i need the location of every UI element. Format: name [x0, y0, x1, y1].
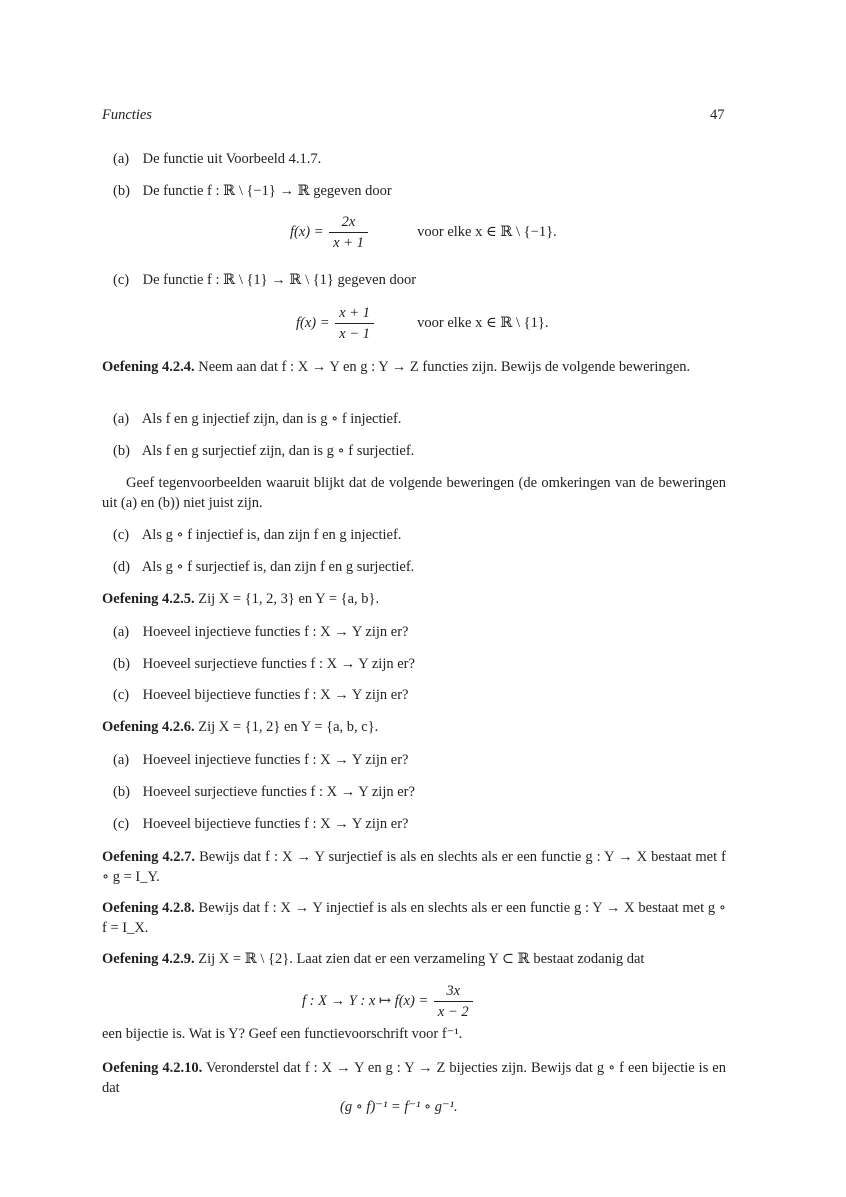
list-item [113, 271, 416, 289]
item-label: (b) [113, 443, 130, 459]
list-item [113, 442, 414, 460]
exercise-4-2-8 [102, 898, 726, 938]
exercise-title: Oefening 4.2.4. [102, 359, 195, 375]
numerator: 2x [329, 213, 368, 233]
item-text: Hoeveel injectieve functies f : X → Y zijn er? [142, 624, 409, 640]
formula-condition: voor elke x ∈ ℝ \ {1}. [417, 314, 549, 331]
item-label: (d) [113, 559, 130, 575]
item-label: (a) [113, 411, 130, 427]
list-item [113, 526, 401, 544]
display-formula [290, 213, 557, 252]
formula-lhs: f(x) = [290, 223, 324, 240]
item-label: (a) [113, 752, 130, 768]
exercise-text: Neem aan dat f : X → Y en g : Y → Z functies zijn. Bewijs de volgende beweringen. [198, 359, 691, 375]
list-item [113, 150, 321, 168]
list-item [113, 410, 401, 428]
exercise-4-2-5-intro [102, 590, 379, 608]
exercise-4-2-6-intro [102, 718, 378, 736]
exercise-title: Oefening 4.2.6. [102, 719, 195, 735]
display-formula [302, 982, 475, 1021]
item-text: De functie f : ℝ \ {1} → ℝ \ {1} gegeven door [142, 272, 417, 288]
denominator: x + 1 [333, 235, 364, 251]
item-label: (a) [113, 151, 130, 167]
item-text: Als f en g surjectief zijn, dan is g ∘ f surjectief. [141, 443, 415, 459]
denominator: x − 2 [437, 1004, 469, 1020]
running-header: Functies [102, 107, 152, 123]
display-formula: (g ∘ f)⁻¹ = f⁻¹ ∘ g⁻¹. [340, 1099, 458, 1115]
item-label: (b) [113, 656, 130, 672]
formula-lhs: f : X → Y : x ↦ f(x) = [302, 992, 429, 1009]
exercise-text: Bewijs dat f : X → Y injectief is als en slechts als er een functie g : Y → X bestaat met g ∘ f = I_X. [102, 900, 727, 936]
item-label: (b) [113, 183, 130, 199]
item-text: De functie uit Voorbeeld 4.1.7. [142, 151, 322, 167]
item-text: Als g ∘ f injectief is, dan zijn f en g injectief. [141, 527, 402, 543]
exercise-4-2-9 [102, 949, 726, 969]
exercise-title: Oefening 4.2.5. [102, 591, 195, 607]
fraction [434, 982, 473, 1021]
item-text: Hoeveel surjectieve functies f : X → Y zijn er? [142, 656, 415, 672]
list-item [113, 558, 414, 576]
list-item [113, 623, 408, 641]
list-item [113, 655, 415, 673]
item-label: (c) [113, 816, 130, 832]
list-item [113, 686, 408, 704]
numerator: x + 1 [335, 304, 374, 324]
denominator: x − 1 [339, 326, 370, 342]
item-text: Hoeveel injectieve functies f : X → Y zijn er? [142, 752, 409, 768]
exercise-4-2-10 [102, 1058, 726, 1098]
exercise-4-2-9-after: een bijectie is. Wat is Y? Geef een functievoorschrift voor f⁻¹. [102, 1026, 463, 1042]
item-text: Hoeveel bijectieve functies f : X → Y zijn er? [142, 687, 409, 703]
page-number: 47 [710, 107, 725, 123]
item-text: Hoeveel surjectieve functies f : X → Y zijn er? [142, 784, 415, 800]
item-label: (c) [113, 527, 130, 543]
item-text: Als f en g injectief zijn, dan is g ∘ f injectief. [141, 411, 402, 427]
exercise-title: Oefening 4.2.7. [102, 849, 196, 865]
exercise-text: Veronderstel dat f : X → Y en g : Y → Z bijecties zijn. Bewijs dat g ∘ f een bijectie is en dat [102, 1060, 726, 1096]
exercise-title: Oefening 4.2.10. [102, 1060, 203, 1076]
item-text: De functie f : ℝ \ {−1} → ℝ gegeven door [142, 183, 392, 199]
exercise-4-2-4-middle: Geef tegenvoorbeelden waaruit blijkt dat de volgende beweringen (de omkeringen van de beweringen uit (a) en (b)) niet juist zijn. [102, 475, 726, 511]
numerator: 3x [434, 982, 473, 1002]
display-formula [296, 304, 548, 343]
list-item [113, 751, 408, 769]
list-item [113, 783, 415, 801]
exercise-text: Zij X = {1, 2} en Y = {a, b, c}. [198, 719, 379, 735]
fraction [335, 304, 374, 343]
item-text: Hoeveel bijectieve functies f : X → Y zijn er? [142, 816, 409, 832]
exercise-text: Zij X = ℝ \ {2}. Laat zien dat er een verzameling Y ⊂ ℝ bestaat zodanig dat [198, 951, 645, 967]
exercise-4-2-7 [102, 847, 726, 887]
fraction [329, 213, 368, 252]
exercise-4-2-4-intro [102, 357, 726, 377]
item-label: (c) [113, 687, 130, 703]
exercise-text: Bewijs dat f : X → Y surjectief is als en slechts als er een functie g : Y → X bestaat met f ∘ g = I_Y. [102, 849, 726, 885]
item-label: (b) [113, 784, 130, 800]
list-item [113, 182, 392, 200]
exercise-text: Zij X = {1, 2, 3} en Y = {a, b}. [198, 591, 380, 607]
item-text: Als g ∘ f surjectief is, dan zijn f en g surjectief. [141, 559, 415, 575]
formula-lhs: f(x) = [296, 314, 330, 331]
list-item [113, 815, 408, 833]
item-label: (a) [113, 624, 130, 640]
exercise-title: Oefening 4.2.9. [102, 951, 195, 967]
exercise-title: Oefening 4.2.8. [102, 900, 195, 916]
formula-condition: voor elke x ∈ ℝ \ {−1}. [417, 223, 557, 240]
item-label: (c) [113, 272, 130, 288]
